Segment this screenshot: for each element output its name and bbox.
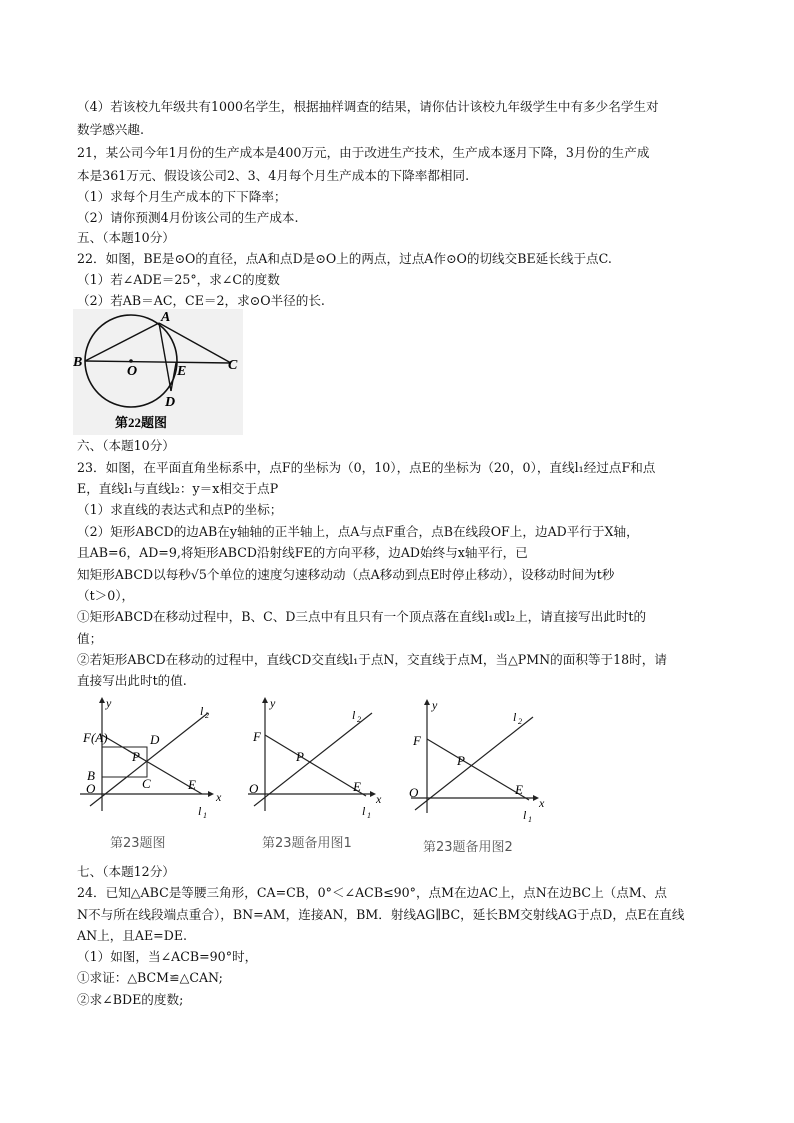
figure-label: E bbox=[515, 782, 523, 797]
label-E: E bbox=[177, 364, 187, 379]
figure-label: F bbox=[413, 733, 421, 748]
figure-label: l bbox=[352, 708, 356, 722]
figure-23-main bbox=[80, 693, 230, 858]
figure-label: P bbox=[132, 749, 140, 764]
figure-label: B bbox=[87, 768, 95, 783]
figure-label: x bbox=[216, 790, 222, 804]
text-line: （4）若该校九年级共有1000名学生，根据抽样调查的结果，请你估计该校九年级学生中有多少名学生对 bbox=[77, 99, 659, 114]
section-heading: 五、（本题10分） bbox=[77, 230, 175, 245]
label-D: D bbox=[165, 395, 176, 410]
text-line: 本是361万元、假设该公司2、3、4月每个月生产成本的下降率都相同. bbox=[77, 168, 470, 183]
figure-label: y bbox=[106, 696, 112, 710]
figure-label: F bbox=[253, 729, 261, 744]
figure-label: y bbox=[270, 696, 276, 710]
text-line: ②求∠BDE的度数; bbox=[77, 992, 184, 1007]
figure-label: 1 bbox=[528, 815, 532, 824]
label-A: A bbox=[161, 310, 171, 325]
figure-label: 2 bbox=[518, 717, 522, 726]
text-line: （1）求每个月生产成本的下下降率； bbox=[77, 189, 287, 204]
text-line: ①求证：△BCM≌△CAN; bbox=[77, 970, 223, 985]
figure-22-caption: 第22题图 bbox=[115, 415, 168, 430]
text-line: 直接写出此时t的值. bbox=[77, 673, 187, 688]
figure-label: D bbox=[150, 732, 160, 747]
text-line: （1）如图，当∠ACB=90°时， bbox=[77, 949, 258, 964]
figure-label: O bbox=[249, 781, 259, 796]
text-line: 知矩形ABCD以每秒√5个单位的速度匀速移动动（点A移动到点E时停止移动），设移动时间为t秒 bbox=[77, 567, 615, 582]
text-line: （2）矩形ABCD的边AB在y轴轴的正半轴上，点A与点F重合，点B在线段OF上，边AD平行于X轴， bbox=[77, 524, 639, 539]
figure-22-diagram bbox=[73, 309, 243, 435]
text-line: ②若矩形ABCD在移动的过程中，直线CD交直线l₁于点N，交直线于点M，当△PMN的面积等于18时，请 bbox=[77, 652, 667, 667]
figure-label: P bbox=[296, 749, 304, 764]
figure-label: C bbox=[142, 776, 151, 791]
text-line: （1）求直线的表达式和点P的坐标； bbox=[77, 502, 283, 517]
figure-23-spare-1-caption: 第23题备用图1 bbox=[262, 836, 352, 851]
figure-23-spare-2 bbox=[405, 693, 565, 858]
text-line: （t＞0）， bbox=[77, 588, 135, 603]
text-line: 21，某公司今年1月份的生产成本是400万元，由于改进生产技术，生产成本逐月下降，3月份的生产成 bbox=[77, 145, 650, 160]
figure-label: O bbox=[409, 785, 419, 800]
text-line: ①矩形ABCD在移动过程中，B、C、D三点中有且只有一个顶点落在直线l₁或l₂上，请直接写出此时t的 bbox=[77, 609, 647, 624]
text-line: （2）请你预测4月份该公司的生产成本. bbox=[77, 210, 299, 225]
figure-label: 2 bbox=[205, 711, 209, 720]
figure-label: 1 bbox=[367, 811, 371, 820]
text-line: （2）若AB＝AC，CE＝2，求⊙O半径的长. bbox=[77, 293, 325, 308]
figure-label: P bbox=[457, 753, 465, 768]
text-line: 22．如图，BE是⊙O的直径，点A和点D是⊙O上的两点，过点A作⊙O的切线交BE延长线于点C. bbox=[77, 251, 612, 266]
figure-label: y bbox=[432, 698, 438, 712]
text-line: 数学感兴趣. bbox=[77, 122, 144, 137]
label-C: C bbox=[228, 358, 238, 373]
figure-label: l bbox=[523, 808, 527, 822]
text-line: E，直线l₁与直线l₂：y＝x相交于点P bbox=[77, 481, 279, 496]
figure-label: l bbox=[198, 804, 202, 818]
text-line: 24．已知△ABC是等腰三角形，CA=CB，0°＜∠ACB≤90°，点M在边AC上，点N在边BC上（点M、点 bbox=[77, 885, 667, 900]
text-line: N不与所在线段端点重合），BN=AM，连接AN，BM．射线AG∥BC，延长BM交射线AG于点D，点E在直线 bbox=[77, 907, 685, 922]
figure-label: x bbox=[376, 792, 382, 806]
figure-label: 1 bbox=[203, 811, 207, 820]
figure-label: x bbox=[539, 796, 545, 810]
text-line: 值； bbox=[77, 631, 103, 646]
text-line: （1）若∠ADE＝25°，求∠C的度数 bbox=[77, 272, 280, 287]
figure-23-spare-1 bbox=[240, 693, 400, 858]
figure-label: F(A) bbox=[83, 730, 108, 745]
text-line: 23．如图，在平面直角坐标系中，点F的坐标为（0，10），点E的坐标为（20，0），直线l₁经过点F和点 bbox=[77, 460, 656, 475]
label-B: B bbox=[73, 355, 83, 370]
figure-label: l bbox=[200, 704, 204, 718]
section-heading: 七、（本题12分） bbox=[77, 864, 175, 879]
text-line: 且AB=6，AD=9,将矩形ABCD沿射线FE的方向平移，边AD始终与x轴平行，已 bbox=[77, 545, 528, 560]
figure-label: O bbox=[86, 781, 96, 796]
label-O: O bbox=[127, 364, 138, 379]
figure-label: l bbox=[513, 710, 517, 724]
figure-23-spare-2-caption: 第23题备用图2 bbox=[423, 840, 513, 855]
figure-22 bbox=[73, 309, 243, 435]
figure-23-caption: 第23题图 bbox=[110, 836, 166, 851]
figure-label: E bbox=[353, 779, 361, 794]
text-line: AN上，且AE=DE. bbox=[77, 928, 188, 943]
figure-label: 2 bbox=[357, 715, 361, 724]
section-heading: 六、（本题10分） bbox=[77, 438, 175, 453]
figure-label: l bbox=[362, 804, 366, 818]
figure-label: E bbox=[188, 777, 196, 792]
